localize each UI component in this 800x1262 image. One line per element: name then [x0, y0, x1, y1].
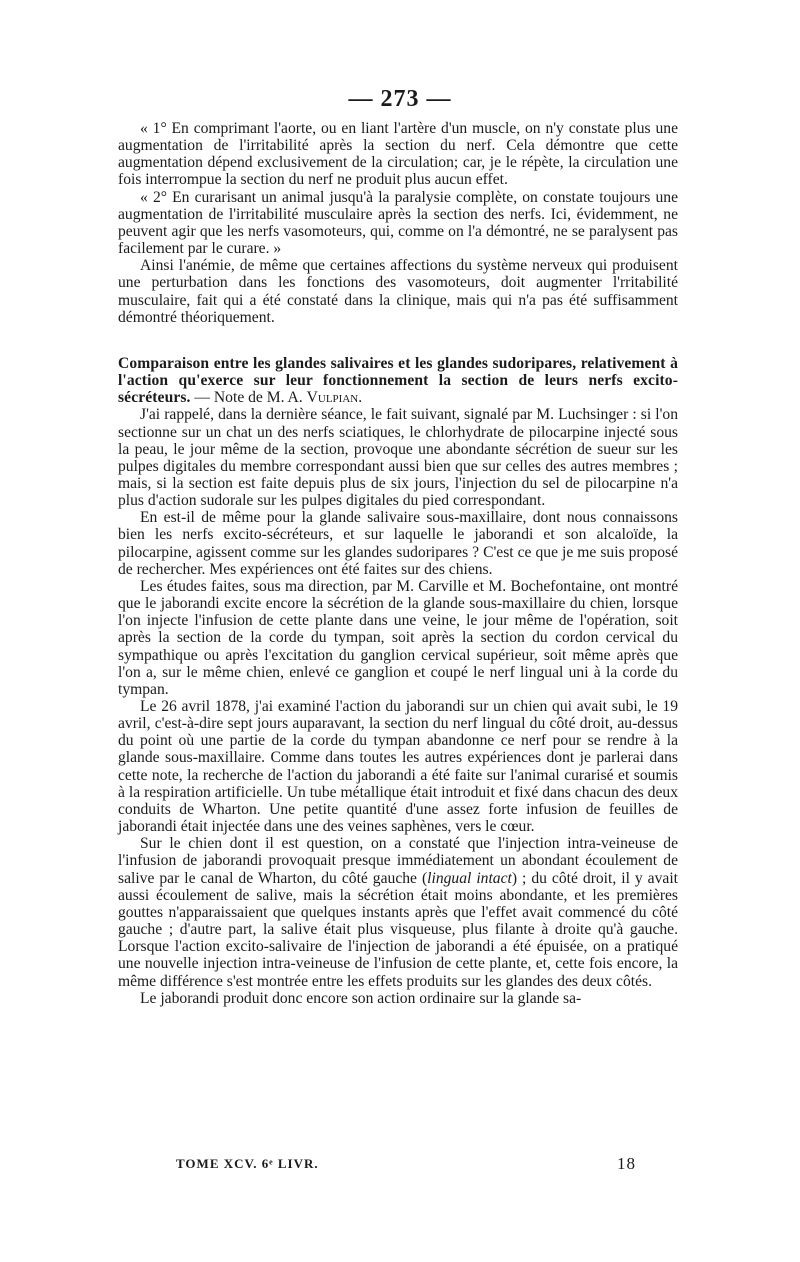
paragraph — [118, 835, 678, 989]
paragraph: Le 26 avril 1878, j'ai examiné l'action du jaborandi sur un chien qui avait subi, le 19 avril, c'est-à-dire sept jours auparavant, la section du nerf lingual du côté droit, au-dessus du point où une partie de la corde du tympan abandonne ce nerf pour se rendre à la glande sous-maxillaire. Comme dans toutes les autres expériences dont je parlerai dans cette note, la recherche de l'action du jaborandi a été faite sur l'animal curarisé et soumis à la respiration artificielle. Un tube métallique était introduit et fixé dans chacun des deux conduits de Wharton. Une petite quantité d'une assez forte infusion de feuilles de jaborandi était injectée dans une des veines saphènes, vers le cœur. — [118, 698, 678, 836]
signature-mark: TOME XCV. 6ᵉ LIVR. — [176, 1156, 319, 1171]
italic-text: lingual intact — [427, 869, 512, 887]
signature-number: 18 — [617, 1154, 636, 1173]
note-author: Vulpian. — [306, 389, 363, 407]
page-footer — [176, 1156, 636, 1176]
paragraph: « 2° En curarisant un animal jusqu'à la paralysie complète, on constate toujours une augmentation de l'irritabilité musculaire après la section des nerfs. Ici, évidemment, ne peuvent agir que les nerfs vasomoteurs, qui, comme on l'a démontré, ne se paralysent pas facilement par le curare. » — [118, 188, 678, 258]
page-number: — 273 — — [348, 86, 452, 112]
paragraph-final-line: Le jaborandi produit donc encore son action ordinaire sur la glande sa- — [140, 989, 582, 1007]
paragraph-text: ) ; du côté droit, il y avait aussi écoulement de salive, mais la sécrétion était moins abondante, et les premières gouttes n'apparaissaient que quelques instants après que l'effet avait commencé du côté gauche ; d'autre part, la salive était plus visqueuse, plus filante à droite qu'à gauche. Lorsque l'action excito-salivaire de l'injection de jaborandi a été épuisée, on a pratiqué une nouvelle injection intra-veineuse de l'infusion de cette plante, et, cette fois encore, la même différence s'est montrée entre les effets produits sur les glandes des deux côtés. — [118, 869, 678, 990]
paragraph: Les études faites, sous ma direction, par M. Carville et M. Bochefontaine, ont montré que le jaborandi excite encore la sécrétion de la glande sous-maxillaire du chien, lorsque l'on injecte l'infusion de cette plante dans une veine, le jour même de l'opération, soit après la section de la corde du tympan, soit après la section du cordon cervical du sympathique ou après l'excitation du ganglion cervical supérieur, soit même après que l'on a, sur le même chien, enlevé ce ganglion et coupé le nerf lingual uni à la corde du tympan. — [118, 577, 678, 698]
note-prefix: — Note de M. A. — [190, 389, 307, 407]
paragraph: J'ai rappelé, dans la dernière séance, le fait suivant, signalé par M. Luchsinger : si l'on sectionne sur un chat un des nerfs sciatiques, le chlorhydrate de pilocarpine injecté sous la peau, le jour même de la section, provoque une abondante sécrétion de sueur sur les pulpes digitales du membre correspondant aussi bien que sur celles des autres membres ; mais, si la section est faite depuis plus de six jours, l'injection du sel de pilocarpine n'a plus d'action sudorale sur les pulpes digitales du pied correspondant. — [118, 406, 678, 510]
paragraph-text: Sur le chien dont il est question, on a constaté que l'injection intra-veineuse de l'infusion de jaborandi provoquait presque immédiatement un abondant écoulement de salive par le canal de Wharton, du côté gauche ( — [118, 835, 678, 887]
body-text — [118, 120, 678, 1007]
paragraph: Ainsi l'anémie, de même que certaines affections du système nerveux qui produisent une perturbation dans les fonctions des vasomoteurs, doit augmenter l'rritabilité musculaire, fait qui a été constaté dans la clinique, mais qui n'a pas été suffisamment démontré théoriquement. — [118, 257, 678, 326]
section-heading: Comparaison entre les glandes salivaires et les glandes sudoripares, relativement à l'action qu'exerce sur leur fonctionnement la section de leurs nerfs excito-sécréteurs. — [118, 354, 678, 407]
paragraph: « 1° En comprimant l'aorte, ou en liant l'artère d'un muscle, on n'y constate plus une augmentation de l'irritabilité après la section du nerf. Cela démontre que cette augmentation dépend exclusivement de la circulation; car, je le répète, la circulation une fois interrompue la section du nerf ne produit plus aucun effet. — [118, 120, 678, 189]
section-heading-paragraph — [118, 355, 678, 406]
paragraph: En est-il de même pour la glande salivaire sous-maxillaire, dont nous connaissons bien les nerfs excito-sécréteurs, et sur laquelle le jaborandi et son alcaloïde, la pilocarpine, agissent comme sur les glandes sudoripares ? C'est ce que je me suis proposé de rechercher. Mes expériences ont été faites sur des chiens. — [118, 509, 678, 578]
